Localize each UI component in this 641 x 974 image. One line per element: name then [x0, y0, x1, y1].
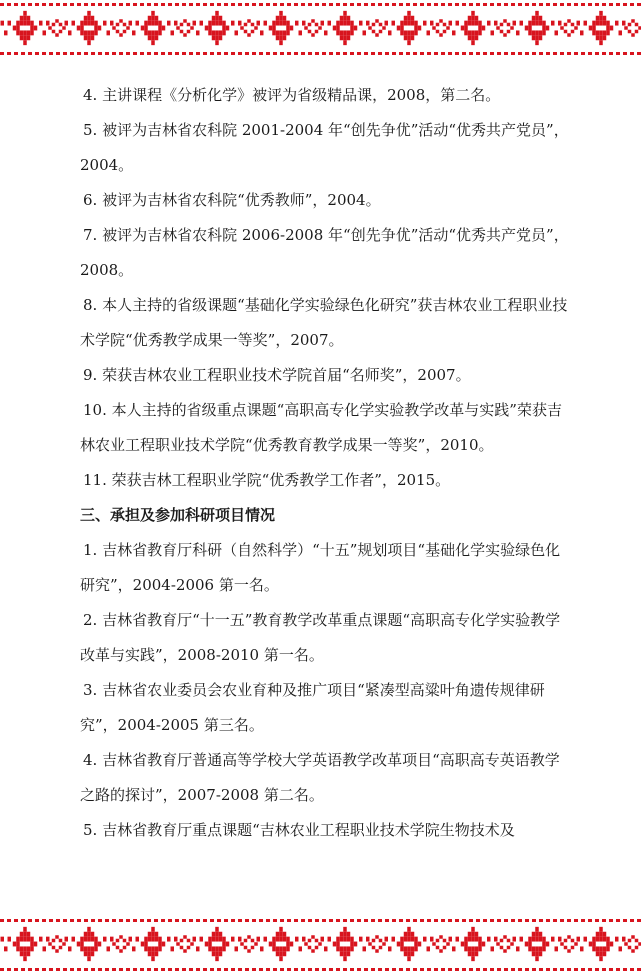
award-item: 5. 被评为吉林省农科院 2001-2004 年“创先争优”活动“优秀共产党员”，2004。: [80, 121, 569, 174]
award-item: 11. 荣获吉林工程职业学院“优秀教学工作者”，2015。: [83, 471, 451, 489]
decorative-border-top: [0, 0, 641, 58]
folk-pattern-bottom: [0, 916, 641, 974]
decorative-border-bottom: [0, 916, 641, 974]
project-item: 4. 吉林省教育厅普通高等学校大学英语教学改革项目“高职高专英语教学之路的探讨”，2007-2008 第二名。: [80, 751, 560, 804]
folk-pattern-top: [0, 0, 641, 58]
project-item: 1. 吉林省教育厅科研（自然科学）“十五”规划项目“基础化学实验绿色化研究”，2004-2006 第一名。: [80, 541, 561, 594]
award-item: 10. 本人主持的省级重点课题“高职高专化学实验教学改革与实践”荣获吉林农业工程职业技术学院“优秀教育教学成果一等奖”，2010。: [80, 401, 562, 454]
award-item: 9. 荣获吉林农业工程职业技术学院首届“名师奖”，2007。: [83, 366, 471, 384]
project-item: 5. 吉林省教育厅重点课题“吉林农业工程职业技术学院生物技术及: [83, 821, 515, 839]
award-item: 7. 被评为吉林省农科院 2006-2008 年“创先争优”活动“优秀共产党员”，2008。: [80, 226, 569, 279]
award-item: 4. 主讲课程《分析化学》被评为省级精品课，2008，第二名。: [83, 86, 501, 104]
award-item: 8. 本人主持的省级课题“基础化学实验绿色化研究”获吉林农业工程职业技术学院“优秀教学成果一等奖”，2007。: [80, 296, 568, 349]
award-item: 6. 被评为吉林省农科院“优秀教师”，2004。: [83, 191, 381, 209]
section-title: 三、承担及参加科研项目情况: [80, 506, 276, 524]
document-body: [80, 78, 570, 848]
project-item: 3. 吉林省农业委员会农业育种及推广项目“紧凑型高粱叶角遗传规律研究”，2004-2005 第三名。: [80, 681, 545, 734]
project-item: 2. 吉林省教育厅“十一五”教育教学改革重点课题“高职高专化学实验教学改革与实践”，2008-2010 第一名。: [80, 611, 561, 664]
